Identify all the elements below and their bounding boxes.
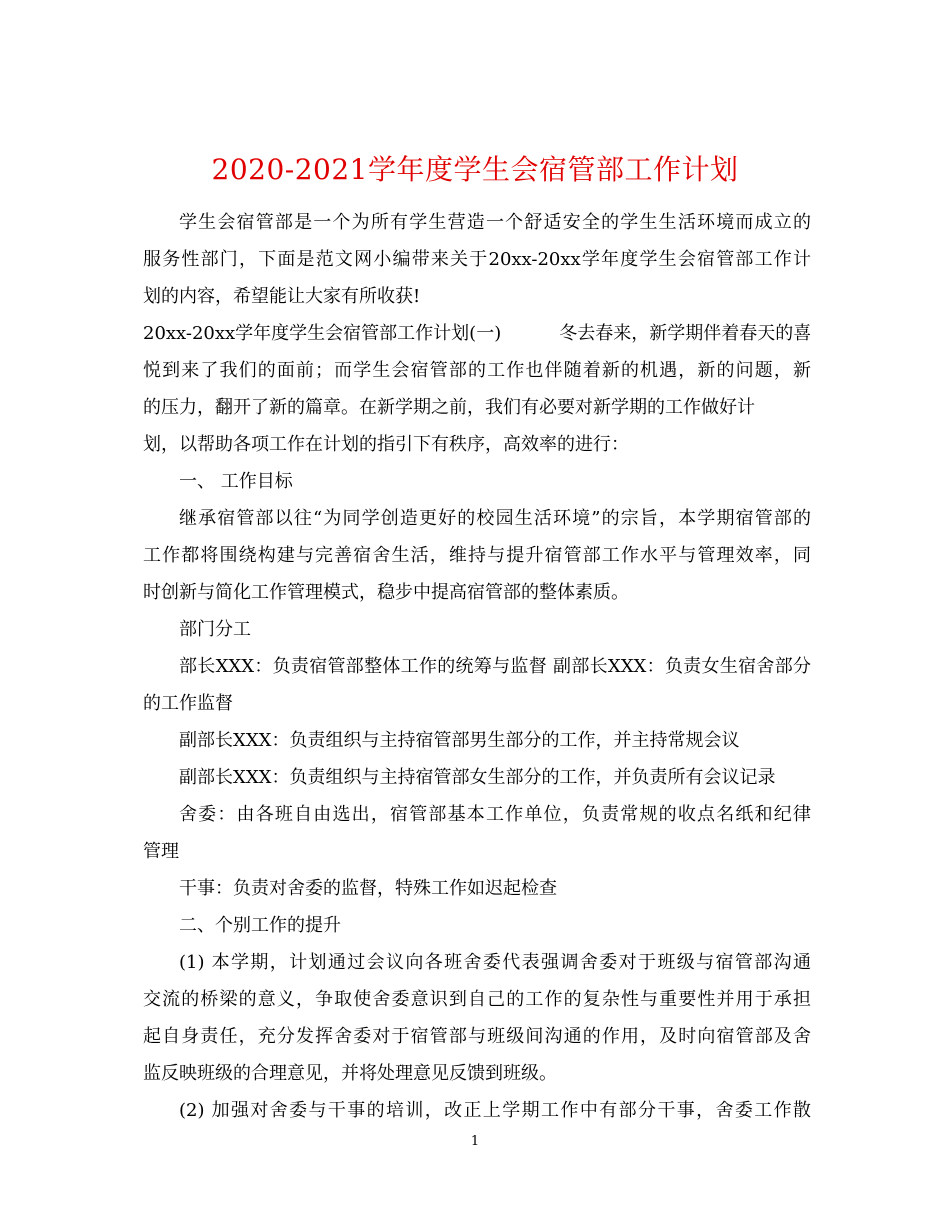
paragraph-line: 起自身责任，充分发挥舍委对于宿管部与班级间沟通的作用，及时向宿管部及舍: [143, 1026, 811, 1047]
paragraph-line: 的压力，翻开了新的篇章。在新学期之前，我们有必要对新学期的工作做好计: [143, 397, 755, 418]
section-heading: 20xx-20xx学年度学生会宿管部工作计划(一): [143, 323, 502, 344]
section-heading: 一、 工作目标: [179, 471, 293, 492]
paragraph-line: [143, 315, 811, 352]
paragraph-line: 副部长XXX：负责组织与主持宿管部女生部分的工作，并负责所有会议记录: [179, 767, 776, 788]
paragraph-line: 悦到来了我们的面前；而学生会宿管部的工作也伴随着新的机遇，新的问题，新: [143, 360, 811, 381]
paragraph-line: 干事：负责对舍委的监督，特殊工作如迟起检查: [179, 878, 557, 899]
paragraph-line: 舍委：由各班自由选出，宿管部基本工作单位，负责常规的收点名纸和纪律: [179, 804, 811, 825]
paragraph-line: 工作都将围绕构建与完善宿舍生活，维持与提升宿管部工作水平与管理效率，同: [143, 545, 811, 566]
paragraph-line: 继承宿管部以往“为同学创造更好的校园生活环境”的宗旨，本学期宿管部的: [179, 508, 811, 529]
paragraph-line: 交流的桥梁的意义，争取使舍委意识到自己的工作的复杂性与重要性并用于承担: [143, 989, 811, 1010]
paragraph-line: 划的内容，希望能让大家有所收获!: [143, 286, 421, 307]
paragraph-line: 部长XXX：负责宿管部整体工作的统筹与监督 副部长XXX：负责女生宿舍部分: [179, 656, 811, 677]
paragraph-line: 学生会宿管部是一个为所有学生营造一个舒适安全的学生生活环境而成立的: [179, 212, 811, 233]
paragraph-line: 的工作监督: [143, 693, 233, 714]
paragraph-line: (2) 加强对舍委与干事的培训，改正上学期工作中有部分干事，舍委工作散: [179, 1100, 811, 1121]
page-number: 1: [470, 1134, 480, 1149]
section-heading: 二、个别工作的提升: [179, 915, 341, 936]
paragraph-text: 冬去春来，新学期伴着春天的喜: [559, 323, 812, 344]
paragraph-line: 管理: [143, 841, 179, 862]
paragraph-line: (1) 本学期，计划通过会议向各班舍委代表强调舍委对于班级与宿管部沟通: [179, 952, 811, 973]
paragraph-line: 监反映班级的合理意见，并将处理意见反馈到班级。: [143, 1063, 557, 1084]
document-body: [143, 204, 811, 1129]
paragraph-line: 划，以帮助各项工作在计划的指引下有秩序，高效率的进行：: [143, 434, 629, 455]
document-title: 2020-2021学年度学生会宿管部工作计划: [211, 152, 739, 186]
paragraph-line: 服务性部门，下面是范文网小编带来关于20xx-20xx学年度学生会宿管部工作计: [143, 249, 811, 270]
section-heading: 部门分工: [179, 619, 251, 640]
paragraph-line: 副部长XXX：负责组织与主持宿管部男生部分的工作，并主持常规会议: [179, 730, 740, 751]
paragraph-line: 时创新与简化工作管理模式，稳步中提高宿管部的整体素质。: [143, 582, 629, 603]
